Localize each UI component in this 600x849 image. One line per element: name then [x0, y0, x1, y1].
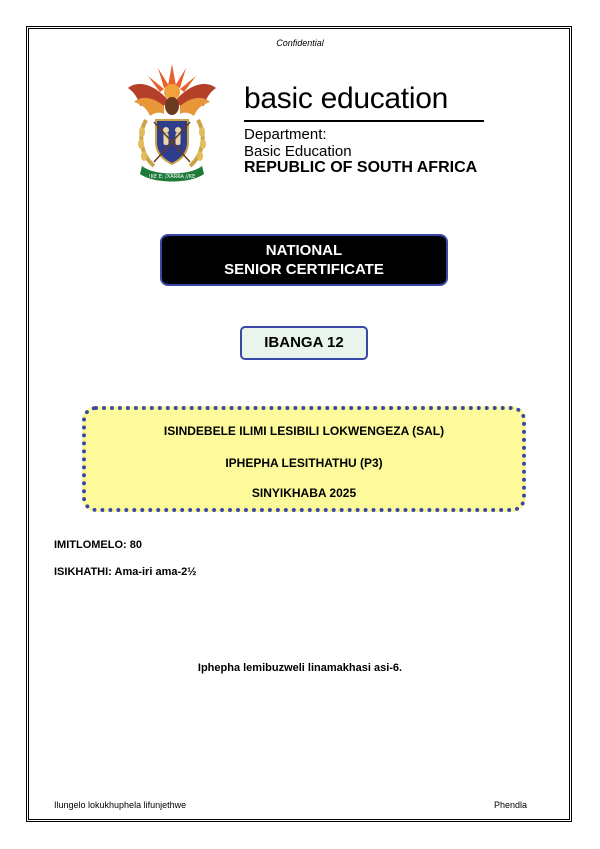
crest-motto: !KE E: /XARRA //KE — [148, 174, 196, 180]
confidential-label: Confidential — [276, 38, 324, 48]
nsc-line-2: SENIOR CERTIFICATE — [224, 261, 384, 278]
total-marks: IMITLOMELO: 80 — [54, 539, 142, 551]
turn-over-footer: Phendla — [494, 800, 528, 810]
country-name: REPUBLIC OF SOUTH AFRICA — [244, 159, 478, 176]
page-count-note: Iphepha lemibuzweli linamakhasi asi-6. — [197, 662, 403, 674]
subject-panel — [82, 406, 526, 512]
nsc-banner — [160, 234, 448, 286]
exam-duration: ISIKHATHI: Ama-iri ama-2½ — [54, 566, 197, 578]
paper-number: IPHEPHA LESITHATHU (P3) — [225, 456, 383, 470]
brand-title: basic education — [244, 82, 448, 115]
department-name: Basic Education — [244, 143, 352, 160]
copyright-footer: Ilungelo lokukhuphela lifunjethwe — [54, 800, 187, 810]
department-label: Department: — [244, 126, 327, 143]
subject-name: ISINDEBELE ILIMI LESIBILI LOKWENGEZA (SAL) — [163, 424, 445, 438]
exam-session: SINYIKHABA 2025 — [251, 486, 357, 500]
grade-badge: IBANGA 12 — [240, 326, 368, 360]
south-africa-coat-of-arms-icon — [124, 62, 220, 184]
nsc-line-1: NATIONAL — [265, 242, 343, 259]
brand-divider — [244, 120, 484, 122]
